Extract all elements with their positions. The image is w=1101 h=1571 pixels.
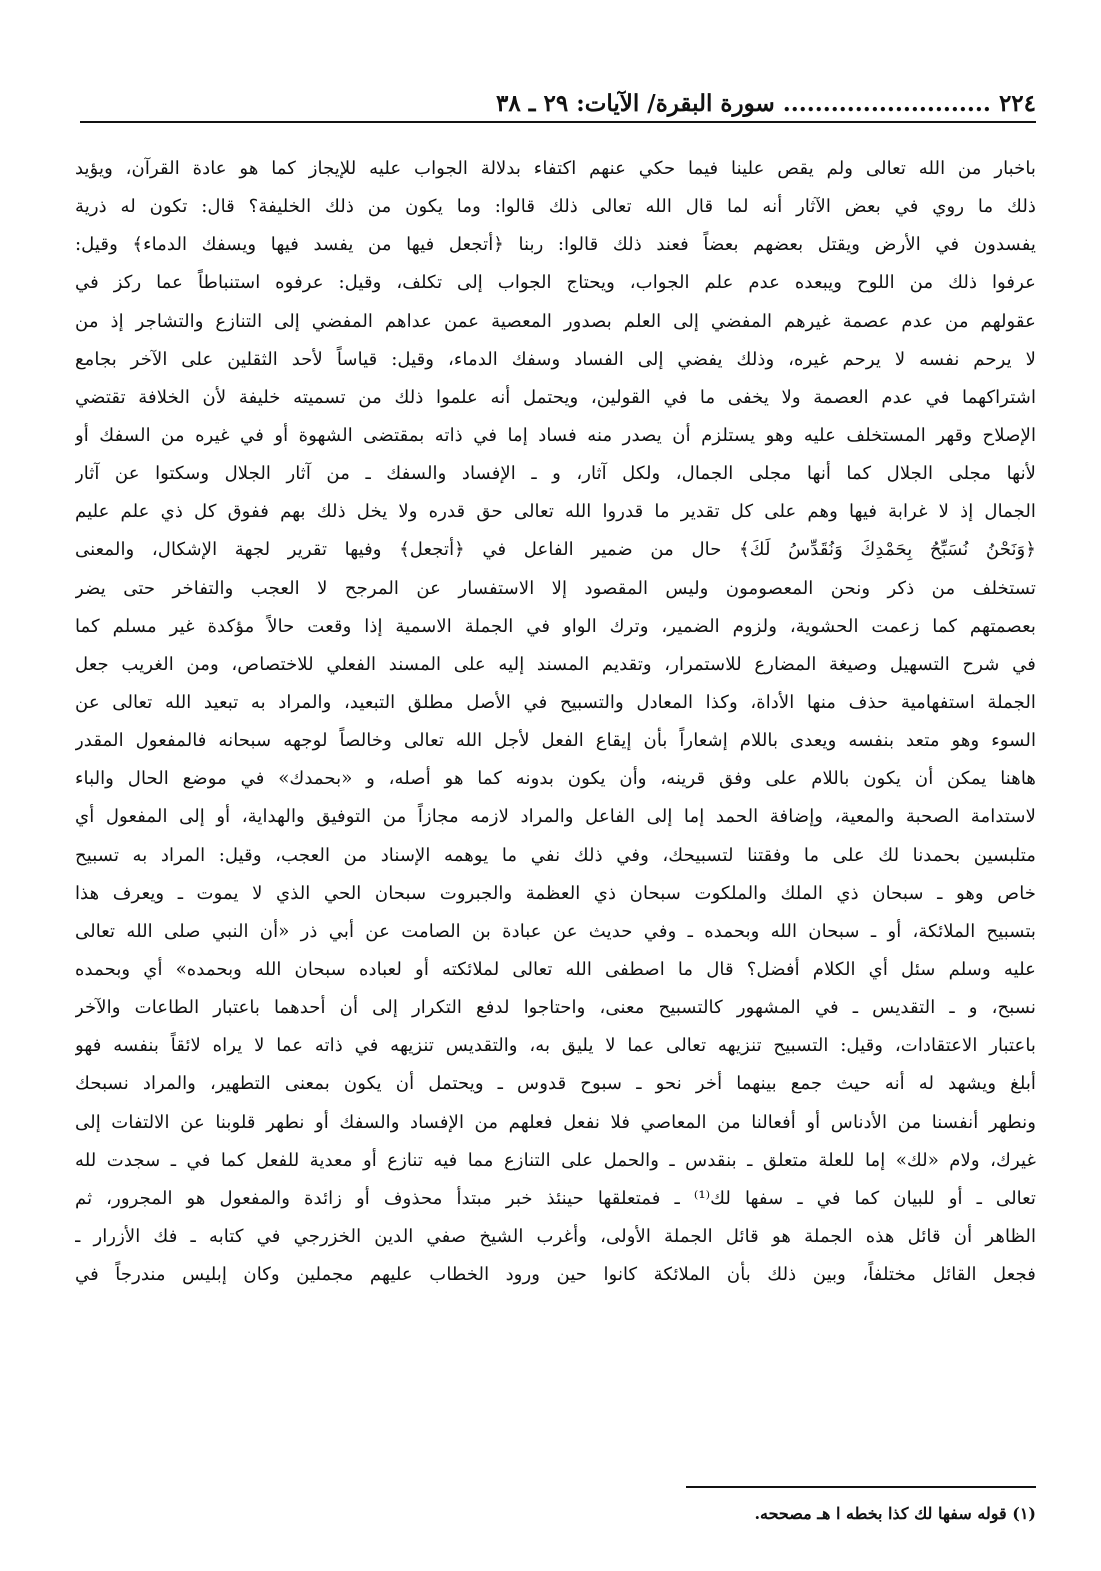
text-line: غيرك، ولام «لك» إما للعلة متعلق ـ بنقدس ـ والحمل على التنازع مما فيه تنازع أو معدية للفعل كما في ـ سجدت لله (75, 1149, 1036, 1171)
header-dots: .......................... (782, 90, 991, 118)
text-line: تعالى ـ أو للبيان كما في ـ سفها لك⁽¹⁾ ـ فمتعلقها حينئذ خبر مبتدأ محذوف أو زائدة والمفعول هو المجرور، ثم (75, 1187, 1036, 1209)
text-line: ﴿وَنَحْنُ نُسَبِّحُ بِحَمْدِكَ وَنُقَدِّسُ لَكَ﴾ حال من ضمير الفاعل في ﴿أتجعل﴾ وفيها تقرير لجهة الإشكال، والمعنى (75, 539, 1036, 561)
text-line: الجملة استفهامية حذف منها الأداة، وكذا المعادل والتسبيح في الأصل مطلق التبعيد، والمراد به تبعيد الله تعالى عن (75, 691, 1036, 713)
text-line: الظاهر أن قائل هذه الجملة هو قائل الجملة الأولى، وأغرب الشيخ صفي الدين الخزرجي في كتابه ـ فك الأزرار ـ (75, 1225, 1036, 1247)
text-line: بعصمتهم كما زعمت الحشوية، ولزوم الضمير، وترك الواو في الجملة الاسمية إذا وقعت حالاً مؤكدة غير مسلم كما (75, 615, 1036, 637)
text-line: باعتبار الاعتقادات، وقيل: التسبيح تنزيهه تعالى عما لا يليق به، والتقديس تنزيهه في ذاته عما لا يراه لائقاً بنفسه فهو (75, 1035, 1036, 1057)
text-line: ونطهر أنفسنا من الأدناس أو أفعالنا من المعاصي فلا نفعل فعلهم من الإفساد والسفك أو نطهر قلوبنا عن الالتفات إلى (75, 1111, 1036, 1133)
surah-title: سورة البقرة/ الآيات: ٢٩ ـ ٣٨ (496, 90, 775, 118)
text-line: أبلغ ويشهد له أنه حيث جمع بينهما أخر نحو ـ سبوح قدوس ـ ويحتمل أن يكون بمعنى التطهير، والمراد نسبحك (75, 1073, 1036, 1095)
page-number: ٢٢٤ (998, 90, 1036, 118)
text-line: نسبح، و ـ التقديس ـ في المشهور كالتسبيح معنى، واحتاجوا لدفع التكرار إلى أن أحدهما باعتبار الطاعات والآخر (75, 997, 1036, 1019)
text-line: السوء وهو متعد بنفسه ويعدى باللام إشعاراً بأن إيقاع الفعل لأجل الله تعالى وخالصاً لوجهه سبحانه فالمفعول المقدر (75, 730, 1036, 752)
header-divider (80, 121, 1036, 123)
text-line: بتسبيح الملائكة، أو ـ سبحان الله وبحمده ـ وفي حديث عن عبادة بن الصامت عن أبي ذر «أن النبي صلى الله تعالى (75, 920, 1036, 942)
text-line: لاستدامة الصحبة والمعية، وإضافة الحمد إما إلى الفاعل والمراد لازمه مجازاً من التوفيق والهداية، أو إلى المفعول أي (75, 806, 1036, 828)
text-line: متلبسين بحمدنا لك على ما وفقتنا لتسبيحك، وفي ذلك نفي ما يوهمه الإسناد من العجب، وقيل: المراد به تسبيح (75, 844, 1036, 866)
text-line: فجعل القائل مختلفاً، وبين ذلك بأن الملائكة كانوا حين ورود الخطاب عليهم مجملين وكان إبليس مندرجاً في (75, 1264, 1036, 1286)
text-line: باخبار من الله تعالى ولم يقص علينا فيما حكي عنهم اكتفاء بدلالة الجواب عليه للإيجاز كما هو عادة القرآن، ويؤيد (75, 158, 1036, 179)
running-header (80, 74, 1036, 118)
footnote-divider (686, 1486, 1036, 1488)
main-text (75, 150, 1036, 1294)
text-line: ذلك ما روي في بعض الآثار أنه لما قال الله تعالى ذلك قالوا: وما يكون من ذلك الخليفة؟ قال: تكون له ذرية (75, 196, 1036, 218)
text-line: الجمال إذ لا غرابة فيها وهم على كل تقدير ما قدروا الله تعالى حق قدره ولا يخل ذلك بهم ففوق كل ذي علم عليم (75, 501, 1036, 523)
text-line: تستخلف من ذكر ونحن المعصومون وليس المقصود إلا الاستفسار عن المرجح لا العجب والتفاخر حتى يضر (75, 577, 1036, 599)
text-line: هاهنا يمكن أن يكون باللام على وفق قرينه، وأن يكون بدونه كما هو أصله، و «بحمدك» في موضع الحال والباء (75, 768, 1036, 790)
text-line: اشتراكهما في عدم العصمة ولا يخفى ما في القولين، ويحتمل أنه علموا ذلك من تسميته خليفة لأن الخلافة تقتضي (75, 386, 1036, 408)
text-line: لأنها مجلى الجلال كما أنها مجلى الجمال، ولكل آثار، و ـ الإفساد والسفك ـ من آثار الجلال وسكتوا عن آثار (75, 463, 1036, 485)
text-line: عرفوا ذلك من اللوح ويبعده عدم علم الجواب، ويحتاج الجواب إلى تكلف، وقيل: عرفوه استنباطاً عما ركز في (75, 272, 1036, 294)
footnote: (١) قوله سفها لك كذا بخطه ا هـ مصححه. (754, 1504, 1036, 1523)
text-line: خاص وهو ـ سبحان ذي الملك والملكوت سبحان ذي العظمة والجبروت سبحان الحي الذي لا يموت ـ ويعرف هذا (75, 882, 1036, 904)
text-line: الإصلاح وقهر المستخلف عليه وهو يستلزم أن يصدر منه فساد إما في ذاته بمقتضى الشهوة أو في غيره من السفك أو (75, 424, 1036, 446)
text-line: عليه وسلم سئل أي الكلام أفضل؟ قال ما اصطفى الله تعالى لملائكته أو لعباده سبحان الله وبحمده» أي وبحمده (75, 958, 1036, 980)
text-line: لا يرحم نفسه لا يرحم غيره، وذلك يفضي إلى الفساد وسفك الدماء، وقيل: قياساً لأحد الثقلين على الآخر بجامع (75, 348, 1036, 370)
text-line: يفسدون في الأرض ويقتل بعضهم بعضاً فعند ذلك قالوا: ربنا ﴿أتجعل فيها من يفسد فيها ويسفك الدماء﴾ وقيل: (75, 234, 1036, 256)
text-line: عقولهم من عدم عصمة غيرهم المفضي إلى العلم بصدور المعصية عمن عداهم المفضي إلى التنازع والتشاجر إذ من (75, 310, 1036, 332)
text-line: في شرح التسهيل وصيغة المضارع للاستمرار، وتقديم المسند إليه على المسند الفعلي للاختصاص، ومن الغريب جعل (75, 653, 1036, 675)
